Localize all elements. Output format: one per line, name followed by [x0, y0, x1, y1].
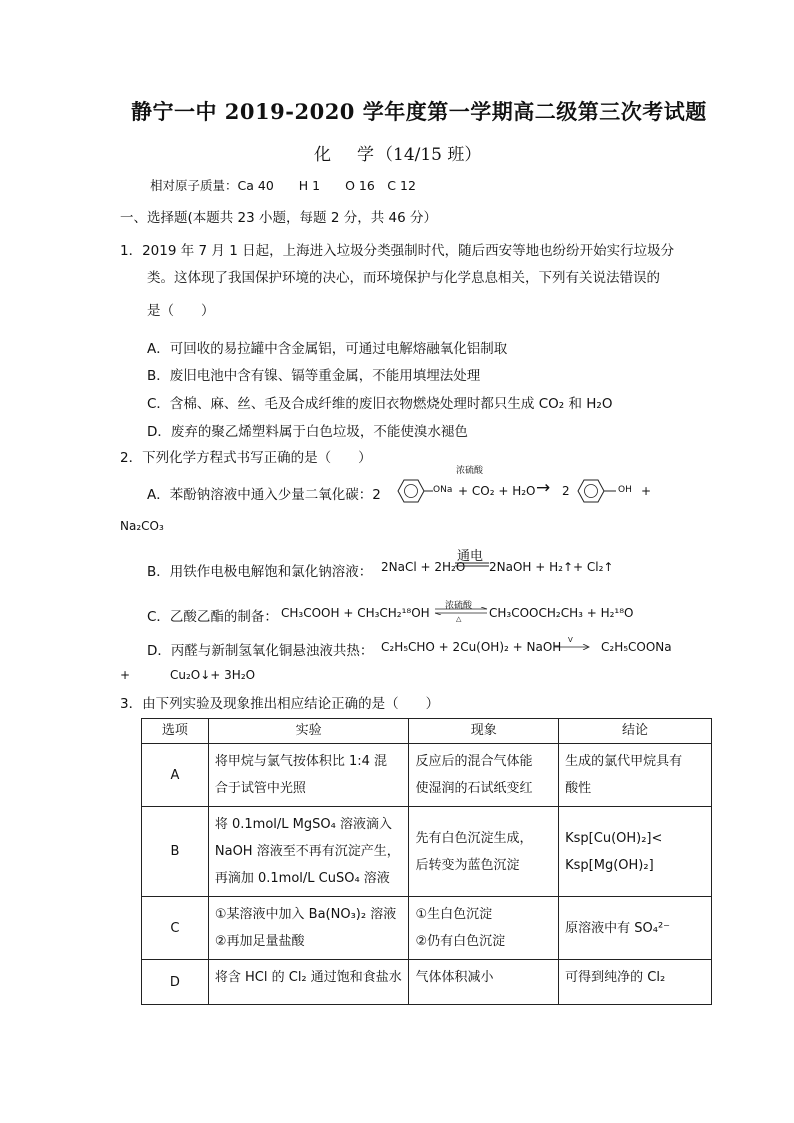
row-experiment: 将含 HCl 的 Cl₂ 通过饱和食盐水: [208, 960, 409, 1005]
row-conclusion: 生成的氯代甲烷具有 酸性: [559, 744, 712, 807]
q1-stem-line-3: 是（ ）: [147, 303, 215, 319]
q2-option-a-label: A．苯酚钠溶液中通入少量二氧化碳：2: [147, 487, 381, 503]
q1-option-d: D．废弃的聚乙烯塑料属于白色垃圾，不能使溴水褪色: [147, 424, 468, 440]
q2c-lhs: CH₃COOH + CH₃CH₂¹⁸OH: [281, 606, 430, 620]
header-phenomenon: 现象: [409, 719, 559, 744]
q1-option-c: C．含棉、麻、丝、毛及合成纤维的废旧衣物燃烧处理时都只生成 CO₂ 和 H₂O: [147, 396, 613, 412]
q2d-plus: +: [120, 668, 131, 682]
row-experiment: 将 0.1mol/L MgSO₄ 溶液滴入 NaOH 溶液至不再有沉淀产生， 再滴加 0.1mol/L CuSO₄ 溶液: [208, 807, 409, 897]
row-phenomenon: ①生白色沉淀 ②仍有白色沉淀: [409, 897, 559, 960]
q2b-condition: 通电: [457, 549, 484, 564]
atomic-mass-line: 相对原子质量：Ca 40 H 1 O 16 C 12: [150, 178, 416, 193]
q2d-condition: V: [568, 636, 573, 644]
header-option: 选项: [142, 719, 209, 744]
experiment-table: [141, 718, 712, 1005]
q2a-tail: Na₂CO₃: [120, 519, 164, 533]
q2c-equilibrium-arrow: [433, 607, 489, 615]
q2-option-d-label: D．丙醛与新制氢氧化铜悬浊液共热：: [147, 643, 374, 659]
q2c-condition-top: 浓硫酸: [445, 601, 473, 611]
row-experiment: ①某溶液中加入 Ba(NO₃)₂ 溶液 ②再加足量盐酸: [208, 897, 409, 960]
q2-option-c-label: C．乙酸乙酯的制备：: [147, 609, 278, 625]
section-heading: 一、选择题(本题共 23 小题，每题 2 分，共 46 分）: [120, 210, 437, 226]
q2d-rhs: C₂H₅COONa: [601, 640, 672, 654]
row-conclusion: Ksp[Cu(OH)₂]< Ksp[Mg(OH)₂]: [559, 807, 712, 897]
q3-stem: 3．由下列实验及现象推出相应结论正确的是（ ）: [120, 696, 440, 712]
subject-char-2: 学: [357, 145, 374, 165]
q1-stem-line-2: 类。这体现了我国保护环境的决心，而环境保护与化学息息相关，下列有关说法错误的: [147, 270, 660, 286]
q2b-equals-sign: [455, 562, 489, 568]
row-phenomenon: 反应后的混合气体能 使湿润的石试纸变红: [409, 744, 559, 807]
class-note: （14/15 班）: [376, 145, 482, 165]
row-option: A: [142, 744, 209, 807]
q2-option-b-label: B．用铁作电极电解饱和氯化钠溶液：: [147, 564, 373, 580]
q1-option-a: A．可回收的易拉罐中含金属铝，可通过电解熔融氧化铝制取: [147, 341, 508, 357]
q2a-condition: 浓硫酸: [456, 466, 484, 476]
header-conclusion: 结论: [559, 719, 712, 744]
q2-stem: 2．下列化学方程式书写正确的是（ ）: [120, 450, 372, 466]
row-option: C: [142, 897, 209, 960]
table-row: [142, 897, 712, 960]
phenol-ring-icon: [566, 476, 618, 506]
q2c-rhs: CH₃COOCH₂CH₃ + H₂¹⁸O: [489, 606, 634, 620]
table-row: [142, 744, 712, 807]
table-row: [142, 960, 712, 1005]
q2d-arrow: [554, 644, 590, 650]
row-conclusion: 可得到纯净的 Cl₂: [559, 960, 712, 1005]
row-conclusion: 原溶液中有 SO₄²⁻: [559, 897, 712, 960]
row-experiment: 将甲烷与氯气按体积比 1:4 混 合于试管中光照: [208, 744, 409, 807]
q2a-coef: 2: [562, 484, 570, 498]
q2a-ona: ONa: [433, 485, 453, 495]
table-header-row: [142, 719, 712, 744]
q2a-oh: OH: [618, 485, 632, 495]
q2a-arrow: →: [536, 478, 551, 498]
q2b-rhs: 2NaOH + H₂↑+ Cl₂↑: [489, 560, 614, 574]
q2d-tail: Cu₂O↓+ 3H₂O: [170, 668, 256, 682]
q2a-plus: +: [641, 484, 652, 498]
q1-stem-line-1: 1．2019 年 7 月 1 日起，上海进入垃圾分类强制时代，随后西安等地也纷纷开始实行垃圾分: [120, 243, 675, 259]
q2d-lhs: C₂H₅CHO + 2Cu(OH)₂ + NaOH: [381, 640, 562, 654]
subject-char-1: 化: [314, 145, 331, 165]
q2c-condition-bottom: △: [456, 615, 462, 623]
q2b-lhs: 2NaCl + 2H₂O: [381, 560, 466, 574]
row-option: D: [142, 960, 209, 1005]
q2a-reactants: + CO₂ + H₂O: [458, 484, 536, 498]
benzene-ring-icon: [386, 476, 434, 506]
row-phenomenon: 先有白色沉淀生成， 后转变为蓝色沉淀: [409, 807, 559, 897]
table-row: [142, 807, 712, 897]
exam-title: 静宁一中 2019-2020 学年度第一学期高二级第三次考试题: [131, 99, 707, 124]
header-experiment: 实验: [208, 719, 409, 744]
row-option: B: [142, 807, 209, 897]
q1-option-b: B．废旧电池中含有镍、镉等重金属，不能用填埋法处理: [147, 368, 481, 384]
row-phenomenon: 气体体积减小: [409, 960, 559, 1005]
